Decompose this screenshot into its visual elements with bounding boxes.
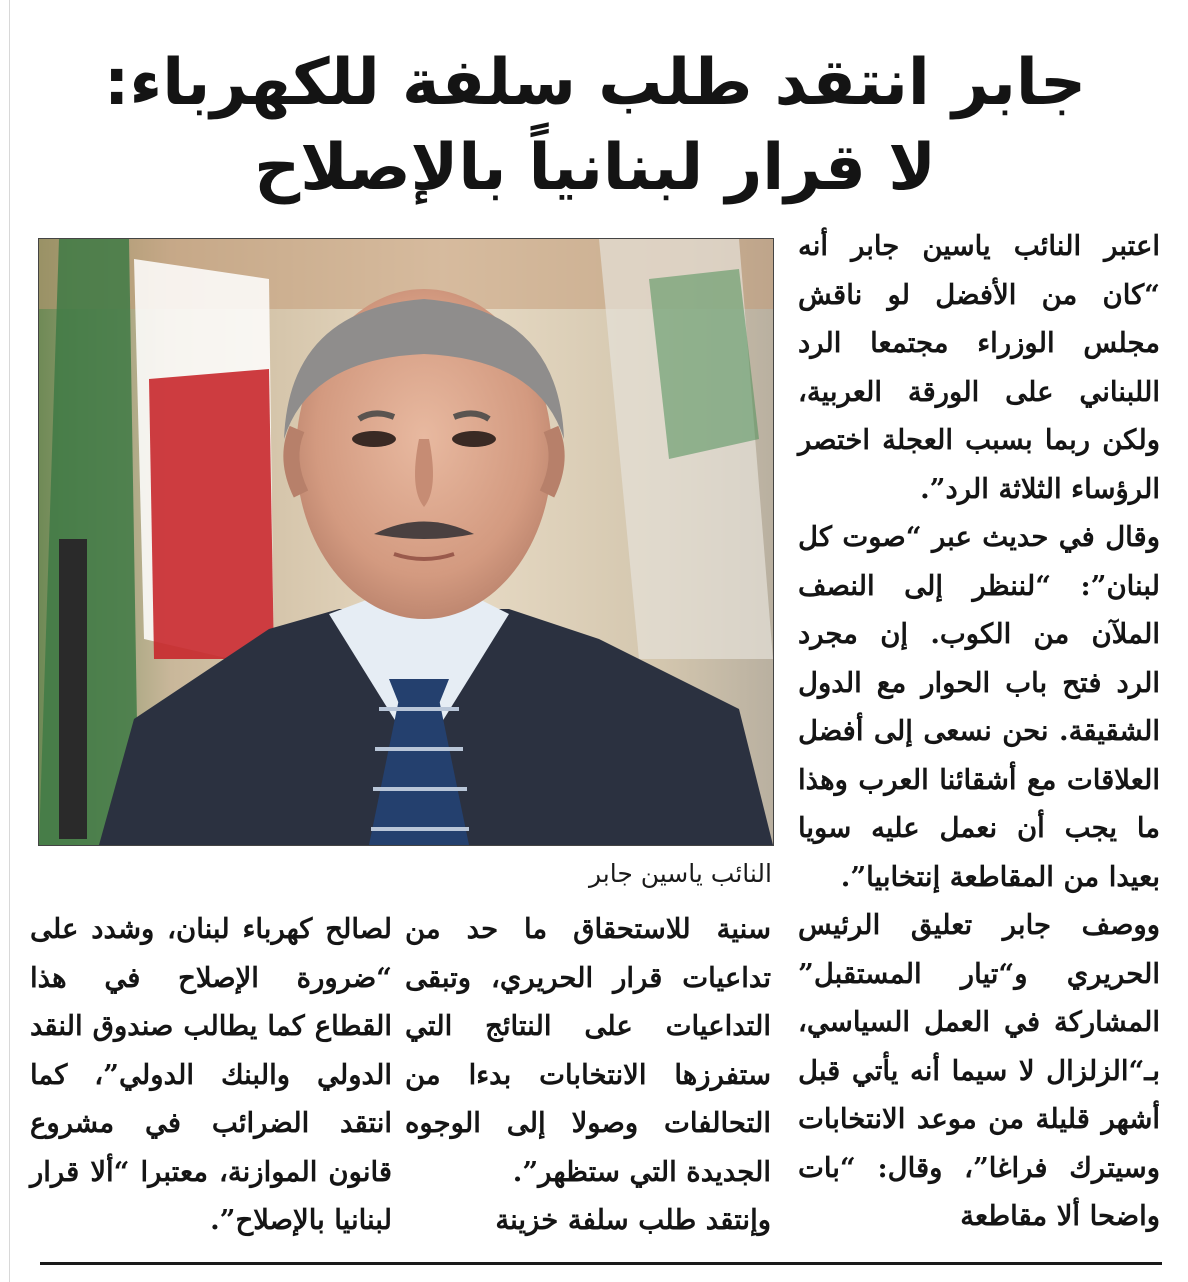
article-column-left [30, 905, 392, 1245]
portrait-photo [38, 238, 774, 846]
headline-line-1: جابر انتقد طلب سلفة للكهرباء: [103, 46, 1087, 121]
article-paragraph: سنية للاستحقاق ما حد من تداعيات قرار الحريري، وتبقى التداعيات على النتائج التي ستفرزها الانتخابات بدءا من التحالفات وصولا إلى الوجوه الجديدة التي ستظهر”. [405, 913, 771, 1188]
article-column-right [798, 222, 1160, 1241]
article-paragraph: ووصف جابر تعليق الرئيس الحريري و“تيار المستقبل” المشاركة في العمل السياسي، بـ“الزلزال لا سيما أنه يأتي قبل أشهر قليلة من موعد الانتخابات وسيترك فراغا”، وقال: “بات واضحا ألا مقاطعة [798, 909, 1160, 1232]
article-paragraph: لصالح كهرباء لبنان، وشدد على “ضرورة الإصلاح في هذا القطاع كما يطالب صندوق النقد الدولي والبنك الدولي”، كما انتقد الضرائب في مشروع قانون الموازنة، معتبرا “ألا قرار لبنانيا بالإصلاح”. [30, 913, 392, 1236]
headline-line-2: لا قرار لبنانياً بالإصلاح [254, 131, 936, 206]
article-paragraph: وقال في حديث عبر “صوت كل لبنان”: “لننظر إلى النصف الملآن من الكوب. إن مجرد الرد فتح باب الحوار مع الدول الشقيقة. نحن نسعى إلى أفضل العلاقات مع أشقائنا العرب وهذا ما يجب أن نعمل عليه سويا بعيدا من المقاطعة إنتخابيا”. [798, 521, 1160, 893]
article-paragraph: اعتبر النائب ياسين جابر أنه “كان من الأفضل لو ناقش مجلس الوزراء مجتمعا الرد اللبناني على الورقة العربية، ولكن ربما بسبب العجلة اختصر الرؤساء الثلاثة الرد”. [798, 230, 1160, 505]
bottom-divider [40, 1262, 1162, 1265]
article-paragraph: وإنتقد طلب سلفة خزينة [495, 1204, 771, 1236]
photo-caption: النائب ياسين جابر [588, 859, 772, 888]
headline [20, 43, 1170, 213]
article-column-middle [405, 905, 771, 1245]
page-edge-line [9, 0, 10, 1282]
